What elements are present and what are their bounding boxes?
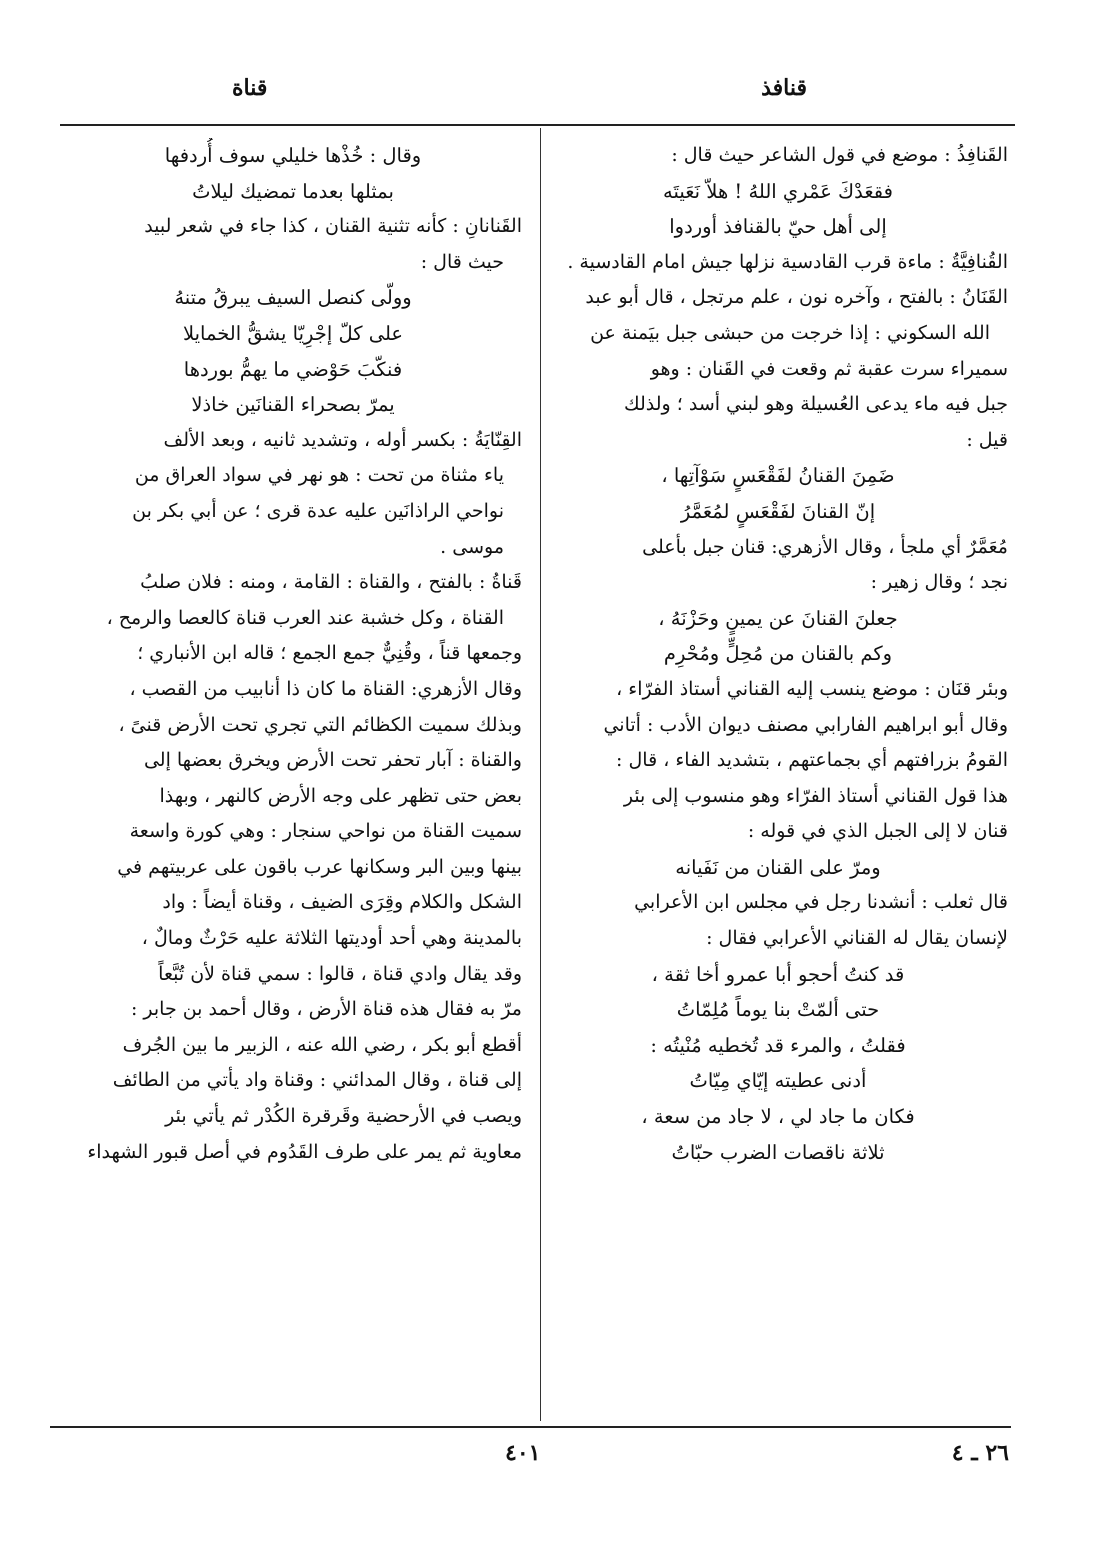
verse-line: على كلّ إجْرِيّا يشقُّ الخمايلا: [182, 321, 404, 345]
text-line: وبئر قنَان : موضع ينسب إليه القناني أستاذ الفرّاء ،: [616, 677, 1008, 700]
text-line: قال ثعلب : أنشدنا رجل في مجلس ابن الأعرابي: [634, 891, 1008, 914]
right-column: [548, 138, 1008, 1170]
verse-line: وكم بالقنان من مُحِلٍّ ومُحْرِم: [663, 642, 893, 666]
text-line: القناة ، وكل خشبة عند العرب قناة كالعصا والرمح ،: [106, 606, 504, 629]
text-line: القومُ بزرافتهم أي بجماعتهم ، بتشديد الفاء ، قال :: [616, 749, 1008, 772]
verse-line: بمثلها بعدما تمضيك ليلاتُ: [192, 179, 394, 203]
text-line: وجمعها قناً ، وقُنِيٌّ جمع الجمع ؛ قاله ابن الأنباري ؛: [137, 642, 522, 665]
signature-mark: ٢٦ ـ ٤: [951, 1440, 1009, 1466]
text-line: بعض حتى تظهر على وجه الأرض كالنهر ، وبهذا: [159, 784, 522, 807]
text-line: نجد ؛ وقال زهير :: [870, 571, 1008, 594]
text-line: القَنافِذُ : موضع في قول الشاعر حيث قال :: [671, 144, 1008, 166]
text-line: سميت القناة من نواحي سنجار : وهي كورة واسعة: [129, 820, 522, 843]
text-line: إلى قناة ، وقال المدائني : وقناة واد يأتي من الطائف: [112, 1069, 522, 1092]
footer-rule: [50, 1426, 1011, 1428]
column-divider: [540, 128, 541, 1421]
text-line: بالمدينة وهي أحد أوديتها الثلاثة عليه حَرْثٌ ومالٌ ،: [141, 927, 522, 950]
verse-line: إلى أهل حيّ بالقنافذ أوردوا: [669, 215, 887, 239]
left-column: [64, 138, 522, 1170]
page-number: ٤٠١: [505, 1440, 541, 1466]
text-line: وقال أبو ابراهيم الفارابي مصنف ديوان الأدب : أتاني: [603, 713, 1008, 736]
verse-line: أدنى عطيته إيّاي مِيّاتُ: [689, 1069, 867, 1093]
text-line: الشكل والكلام وقِرَى الضيف ، وقناة أيضاً : واد: [162, 891, 522, 914]
text-line: الله السكوني : إذا خرجت من حبشى جبل بيَمنة عن: [590, 321, 990, 344]
text-line: مرّ به فقال هذه قناة الأرض ، وقال أحمد بن جابر :: [130, 998, 522, 1021]
verse-line: ومرّ على القنان من نَفَيانه: [675, 855, 881, 879]
verse-line: ضَمِنَ القنانُ لفَقْعَسٍ سَوْآتِها ،: [661, 464, 895, 488]
text-line: ويصب في الأرحضية وقَرقرة الكُدْر ثم يأتي بئر: [165, 1105, 522, 1128]
text-line: بينها وبين البر وسكانها عرب باقون على عربيتهم في: [117, 855, 522, 878]
text-line: موسى .: [440, 535, 504, 558]
text-line: قَناةُ : بالفتح ، والقناة : القامة ، ومنه : فلان صلبُ: [140, 571, 522, 594]
text-line: القَنانانِ : كأنه تثنية القنان ، كذا جاء في شعر لبيد: [144, 215, 522, 238]
text-line: القِنّايَةُ : بكسر أوله ، وتشديد ثانيه ، وبعد الألف: [163, 428, 522, 451]
verse-line: حتى ألمّتْ بنا يوماً مُلِمّاتُ: [676, 998, 880, 1022]
text-line: قنان لا إلى الجبل الذي في قوله :: [747, 820, 1008, 843]
verse-line: يمرّ بصحراء القنانَين خاذلا: [191, 393, 395, 417]
text-line: معاوية ثم يمر على طرف القَدُوم في أصل قبور الشهداء: [87, 1140, 522, 1163]
text-line: القَنَانُ : بالفتح ، وآخره نون ، علم مرتجل ، قال أبو عبد: [585, 286, 1008, 309]
text-line: حيث قال :: [420, 250, 504, 273]
text-line: نواحي الراذانَين عليه عدة قرى ؛ عن أبي بكر بن: [132, 499, 504, 522]
verse-line: فنكّبَ حَوْضي ما يهمُّ بوردها: [183, 357, 403, 381]
verse-line: فكان ما جاد لي ، لا جاد من سعة ،: [641, 1105, 915, 1129]
text-line: ياء مثناة من تحت : هو نهر في سواد العراق من: [134, 464, 504, 487]
verse-line: ثلاثة ناقصات الضرب حبّاتُ: [671, 1140, 885, 1164]
verse-line: فقلتُ ، والمرء قد تُخطيه مُنْيتُه :: [650, 1033, 906, 1057]
verse-line: جعلنَ القنانَ عن يمينٍ وحَزْنَهُ ،: [658, 606, 898, 630]
running-header-right: قنافذ: [761, 75, 807, 101]
text-line: والقناة : آبار تحفر تحت الأرض ويخرق بعضها إلى: [143, 749, 522, 772]
header-rule: [60, 124, 1015, 126]
verse-line: وقال : خُذْها خليلي سوف أُردفها: [164, 144, 422, 167]
text-line: هذا قول القناني أستاذ الفرّاء وهو منسوب إلى بئر: [623, 784, 1008, 807]
text-line: لإنسان يقال له القناني الأعرابي فقال :: [706, 927, 1008, 950]
text-line: القُنافِيَّةُ : ماءة قرب القادسية نزلها جيش امام القادسية .: [567, 250, 1008, 273]
verse-line: فقعَدْكَ عَمْري اللهُ ! هلاّ نَعَيتَه: [663, 179, 893, 203]
verse-line: وولّى كنصل السيف يبرقُ متنهُ: [174, 286, 412, 310]
text-line: جبل فيه ماء يدعى العُسيلة وهو لبني أسد ؛ ولذلك: [623, 393, 1008, 416]
text-line: مُعَمَّرٌ أي ملجأ ، وقال الأزهري: قنان جبل بأعلى: [642, 535, 1008, 558]
text-line: قيل :: [966, 428, 1008, 451]
text-line: وقال الأزهري: القناة ما كان ذا أنابيب من القصب ،: [129, 677, 522, 700]
text-line: أقطع أبو بكر ، رضي الله عنه ، الزبير ما بين الجُرف: [122, 1033, 522, 1056]
verse-line: إنّ القنانَ لفَقْعَسٍ لمُعَمَّرُ: [680, 499, 876, 523]
text-line: وقد يقال وادي قناة ، قالوا : سمي قناة لأن تُبَّعاً: [158, 962, 522, 985]
text-line: سميراء سرت عقبة ثم وقعت في القَنان : وهو: [650, 357, 1008, 380]
text-line: وبذلك سميت الكظائم التي تجري تحت الأرض قنىً ،: [118, 713, 522, 736]
verse-line: قد كنتُ أحجو أبا عمرو أخا ثقة ،: [651, 962, 905, 986]
running-header-left: قناة: [232, 75, 268, 101]
